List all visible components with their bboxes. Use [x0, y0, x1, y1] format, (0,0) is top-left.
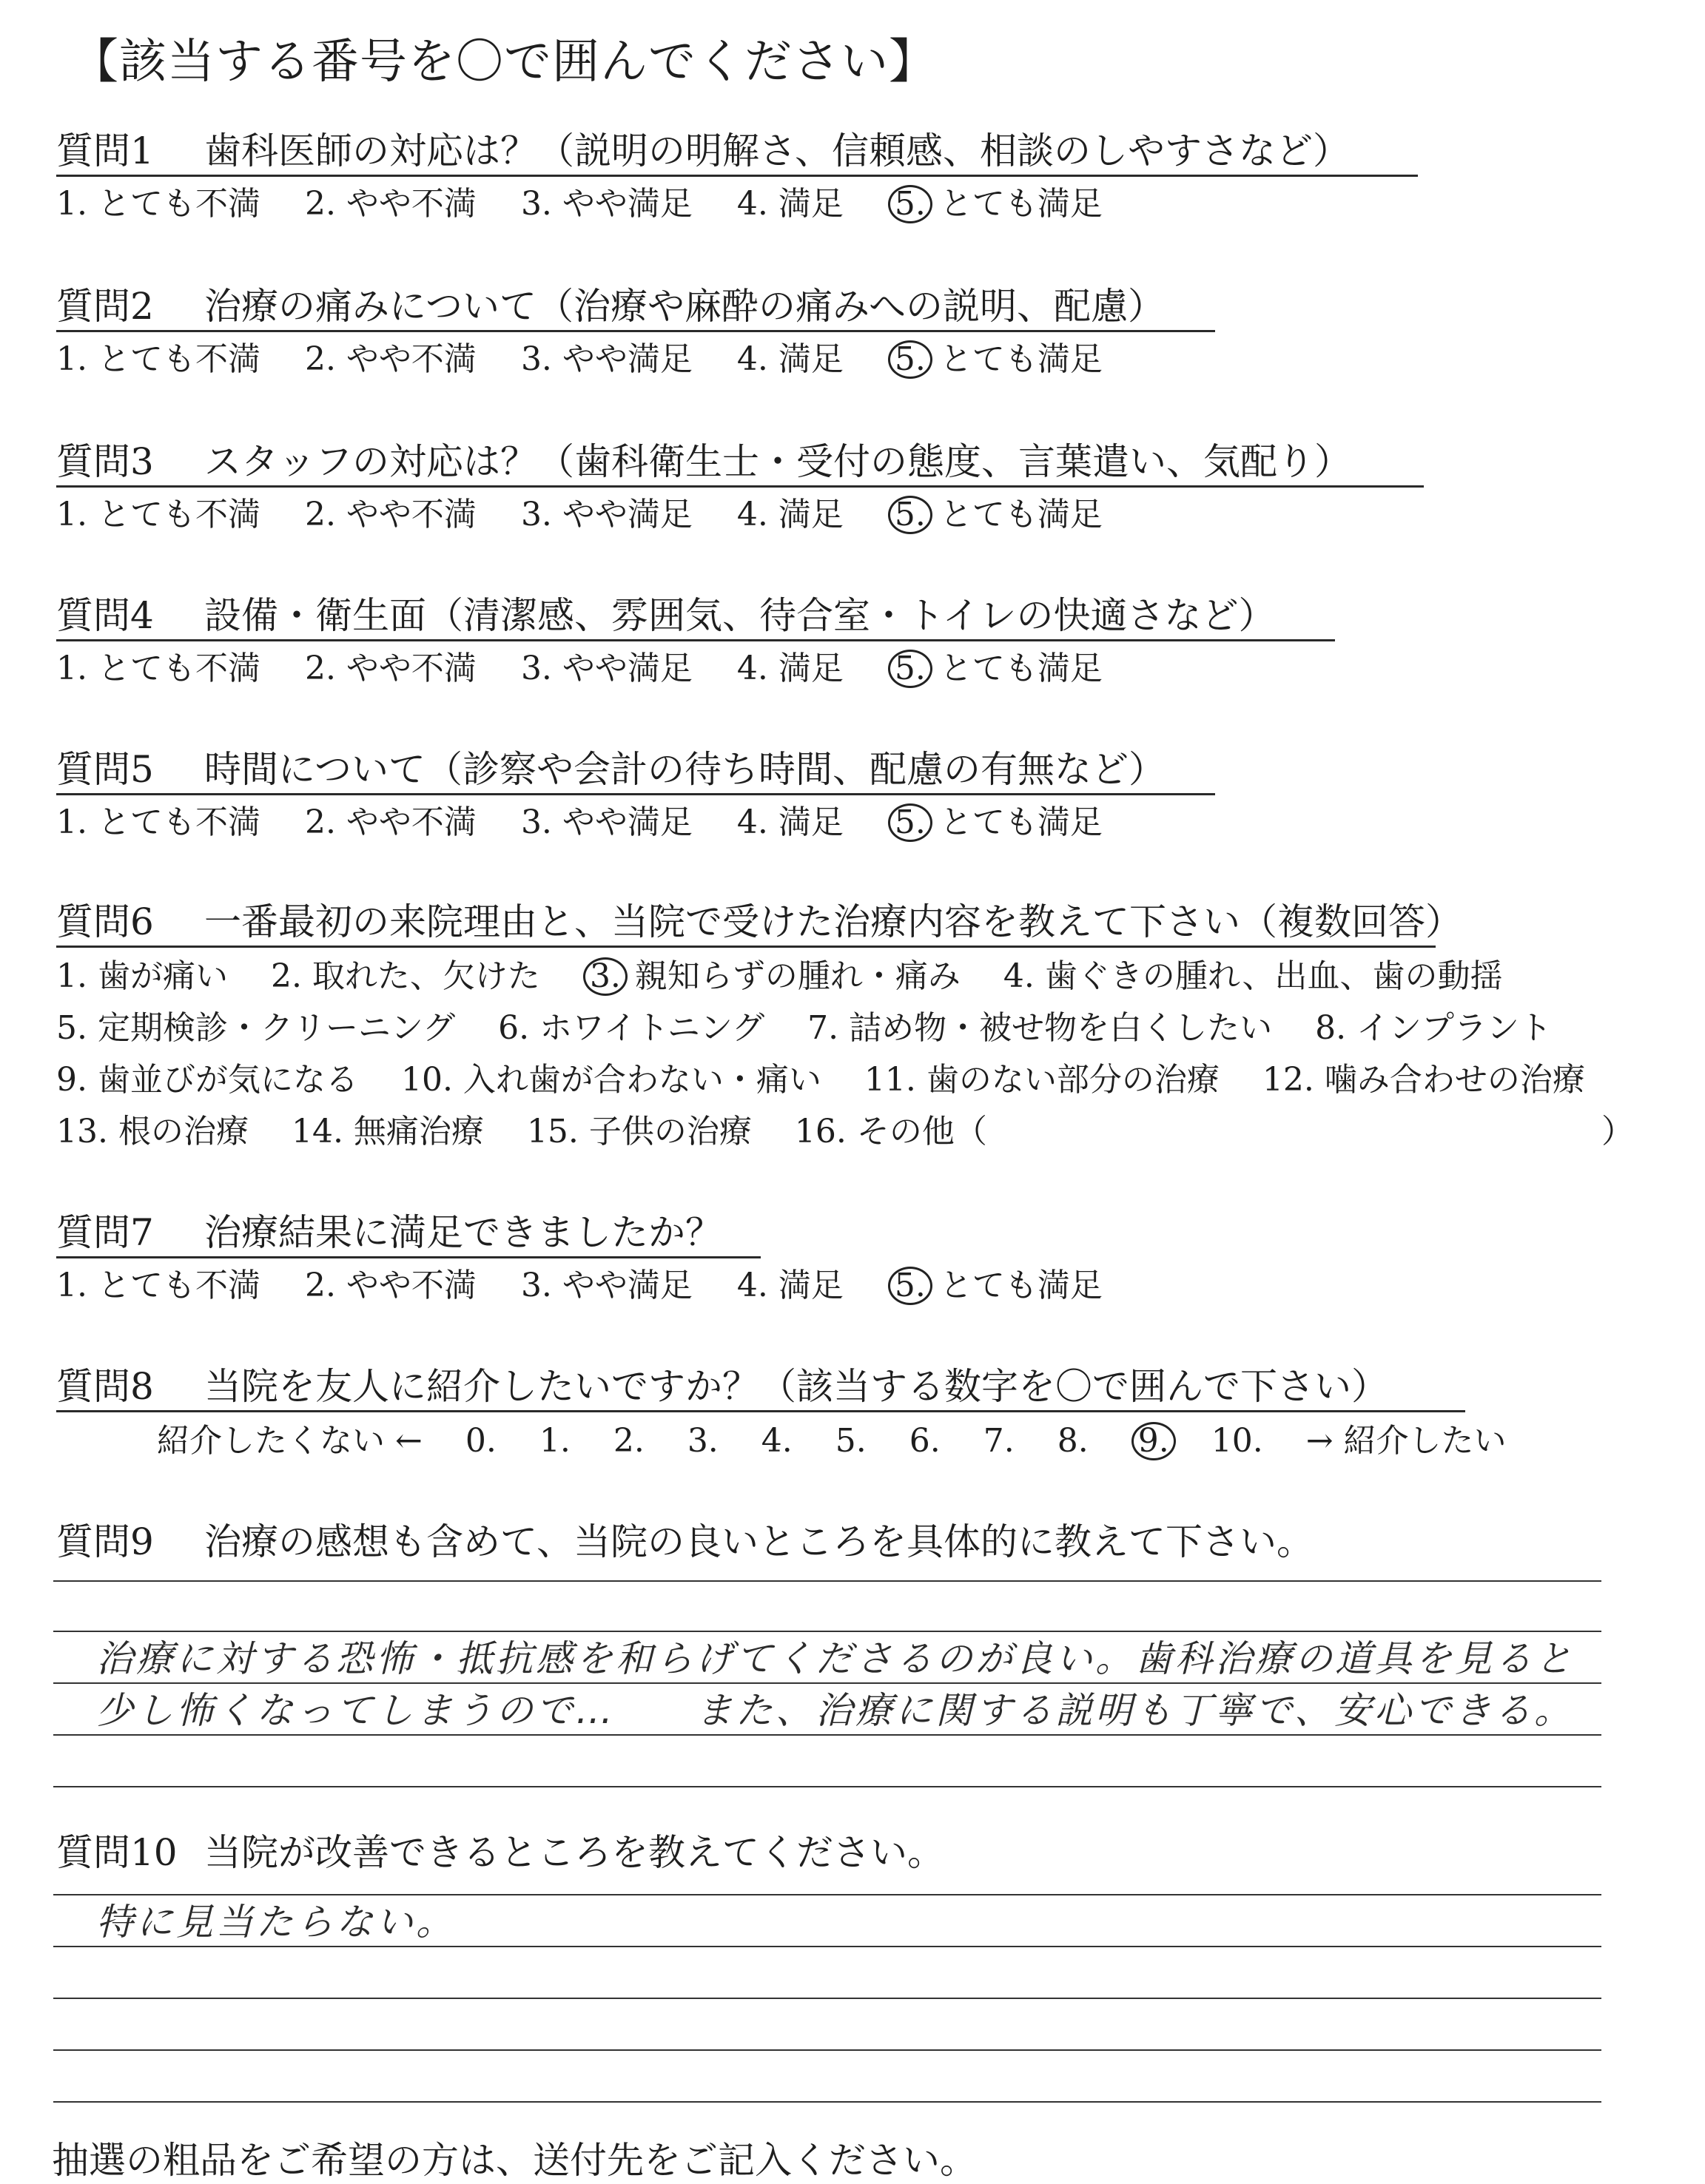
question-2 [56, 283, 1165, 330]
scale-5[interactable]: 5. [835, 1422, 867, 1460]
option-10[interactable]: 10. 入れ歯が合わない・痛い [400, 1061, 821, 1099]
option-5-label: とても満足 [939, 803, 1103, 841]
option-3[interactable]: 3. やや満足 [520, 1267, 693, 1304]
scale-8[interactable]: 8. [1057, 1422, 1089, 1460]
option-2[interactable]: 2. やや不満 [304, 803, 477, 841]
question-number: 質問2 [56, 285, 154, 328]
option-5-label: とても満足 [939, 650, 1103, 687]
option-5[interactable]: 5. 定期検診・クリーニング [56, 1009, 456, 1047]
option-5-label: とても満足 [939, 496, 1103, 533]
option-4[interactable]: 4. 満足 [736, 185, 844, 223]
answer-line [53, 2101, 1601, 2103]
option-4[interactable]: 4. 満足 [736, 803, 844, 841]
q10-answer-line-1[interactable]: 特に見当たらない。 [96, 1901, 456, 1944]
q1-options [56, 183, 1103, 225]
scale-0[interactable]: 0. [465, 1422, 497, 1460]
question-text: 治療の感想も含めて、当院の良いところを具体的に教えて下さい。 [204, 1520, 1314, 1563]
option-6[interactable]: 6. ホワイトニング [498, 1009, 765, 1047]
option-1[interactable]: 1. とても不満 [56, 650, 260, 687]
scale-right-label: → 紹介したい [1305, 1422, 1507, 1460]
page-title: 【該当する番号を〇で囲んでください】 [71, 35, 937, 90]
option-2[interactable]: 2. やや不満 [304, 340, 477, 378]
option-1[interactable]: 1. とても不満 [56, 185, 260, 223]
question-text: 当院が改善できるところを教えてください。 [204, 1831, 944, 1874]
scale-10[interactable]: 10. [1211, 1422, 1263, 1460]
option-5-circled[interactable]: 5. [888, 650, 932, 688]
option-9[interactable]: 9. 歯並びが気になる [56, 1061, 358, 1099]
option-14[interactable]: 14. 無痛治療 [291, 1113, 484, 1150]
question-1 [56, 127, 1350, 175]
question-number: 質問9 [56, 1520, 154, 1563]
question-text: 当院を友人に紹介したいですか？（該当する数字を〇で囲んで下さい） [204, 1365, 1388, 1408]
question-6 [56, 898, 1462, 946]
option-4[interactable]: 4. 満足 [736, 650, 844, 687]
question-text: 治療結果に満足できましたか？ [204, 1211, 722, 1254]
answer-line [53, 2049, 1601, 2051]
option-5-circled[interactable]: 5. [888, 496, 932, 534]
option-4[interactable]: 4. 満足 [736, 1267, 844, 1304]
option-1[interactable]: 1. とても不満 [56, 1267, 260, 1304]
option-15[interactable]: 15. 子供の治療 [526, 1113, 752, 1150]
question-underline [56, 1410, 1465, 1412]
option-5-circled[interactable]: 5. [888, 1267, 932, 1305]
scale-left-label: 紹介したくない ← [157, 1422, 423, 1460]
scale-6[interactable]: 6. [909, 1422, 941, 1460]
q9-answer-line-2[interactable]: 少し怖くなってしまうので… また、治療に関する説明も丁寧で、安心できる。 [96, 1689, 1574, 1732]
answer-line [53, 1894, 1601, 1895]
question-text: 設備・衛生面（清潔感、雰囲気、待合室・トイレの快適さなど） [204, 594, 1276, 637]
answer-line [53, 1998, 1601, 1999]
answer-line [53, 1580, 1601, 1582]
question-number: 質問8 [56, 1365, 154, 1408]
option-7[interactable]: 7. 詰め物・被せ物を白くしたい [807, 1009, 1273, 1047]
question-3 [56, 438, 1351, 485]
answer-line [53, 1946, 1601, 1947]
question-number: 質問3 [56, 440, 154, 483]
option-3-label: 親知らずの腫れ・痛み [634, 957, 961, 995]
option-1[interactable]: 1. とても不満 [56, 496, 260, 533]
answer-line [53, 1786, 1601, 1787]
question-9 [56, 1518, 1314, 1565]
q2-options [56, 339, 1103, 380]
option-3[interactable]: 3. やや満足 [520, 496, 693, 533]
option-3[interactable]: 3. やや満足 [520, 650, 693, 687]
question-8 [56, 1363, 1388, 1410]
q3-options [56, 494, 1103, 536]
scale-4[interactable]: 4. [761, 1422, 793, 1460]
scale-9-circled[interactable]: 9. [1131, 1422, 1176, 1460]
answer-line [53, 1682, 1601, 1684]
question-5 [56, 746, 1166, 793]
question-underline [56, 330, 1215, 332]
option-2[interactable]: 2. やや不満 [304, 1267, 477, 1304]
q4-options [56, 648, 1103, 690]
option-1[interactable]: 1. 歯が痛い [56, 957, 228, 995]
answer-line [53, 1734, 1601, 1736]
option-2[interactable]: 2. やや不満 [304, 650, 477, 687]
question-text: 治療の痛みについて（治療や麻酔の痛みへの説明、配慮） [204, 285, 1165, 328]
option-1[interactable]: 1. とても不満 [56, 803, 260, 841]
option-11[interactable]: 11. 歯のない部分の治療 [864, 1061, 1220, 1099]
question-underline [56, 485, 1424, 488]
question-text: 時間について（診察や会計の待ち時間、配慮の有無など） [204, 748, 1166, 791]
option-3[interactable]: 3. やや満足 [520, 340, 693, 378]
option-2[interactable]: 2. やや不満 [304, 185, 477, 223]
option-2[interactable]: 2. 取れた、欠けた [270, 957, 540, 995]
question-number: 質問1 [56, 129, 154, 172]
option-3-circled[interactable]: 3. [583, 957, 628, 996]
question-underline [56, 793, 1215, 795]
q6-options-row-1 [56, 956, 1536, 997]
question-10 [56, 1829, 944, 1876]
footer-text: 抽選の粗品をご希望の方は、送付先をご記入ください。 [52, 2139, 977, 2182]
question-number: 質問10 [56, 1831, 178, 1874]
q9-answer-line-1[interactable]: 治療に対する恐怖・抵抗感を和らげてくださるのが良い。歯科治療の道具を見ると [96, 1637, 1575, 1680]
question-underline [56, 946, 1436, 948]
question-underline [56, 175, 1418, 177]
question-underline [56, 1256, 761, 1258]
option-3[interactable]: 3. やや満足 [520, 803, 693, 841]
question-number: 質問7 [56, 1211, 154, 1254]
option-2[interactable]: 2. やや不満 [304, 496, 477, 533]
q7-options [56, 1265, 1103, 1307]
question-number: 質問4 [56, 594, 154, 637]
option-1[interactable]: 1. とても不満 [56, 340, 260, 378]
scale-7[interactable]: 7. [983, 1422, 1015, 1460]
q6-options-row-2 [56, 1008, 1584, 1049]
option-5-label: とても満足 [939, 340, 1103, 378]
scale-1[interactable]: 1. [539, 1422, 571, 1460]
option-13[interactable]: 13. 根の治療 [56, 1113, 249, 1150]
option-5-label: とても満足 [939, 1267, 1103, 1304]
option-8[interactable]: 8. インプラント [1315, 1009, 1553, 1047]
question-number: 質問5 [56, 748, 154, 791]
option-3[interactable]: 3. やや満足 [520, 185, 693, 223]
option-4[interactable]: 4. 満足 [736, 496, 844, 533]
q6-options-row-4 [56, 1111, 987, 1153]
question-text: スタッフの対応は？（歯科衛生士・受付の態度、言葉遣い、気配り） [204, 440, 1351, 483]
recommend-scale [157, 1420, 1539, 1462]
option-16[interactable]: 16. その他（ [794, 1113, 987, 1150]
option-4[interactable]: 4. 歯ぐきの腫れ、出血、歯の動揺 [1003, 957, 1503, 995]
question-7 [56, 1209, 722, 1256]
answer-line [53, 1631, 1601, 1632]
q6-options-row-3 [56, 1059, 1618, 1101]
option-12[interactable]: 12. 噛み合わせの治療 [1262, 1061, 1585, 1099]
scale-3[interactable]: 3. [687, 1422, 719, 1460]
question-4 [56, 592, 1276, 639]
question-text: 一番最初の来院理由と、当院で受けた治療内容を教えて下さい（複数回答） [204, 900, 1462, 943]
question-text: 歯科医師の対応は？（説明の明解さ、信頼感、相談のしやすさなど） [204, 129, 1350, 172]
option-5-label: とても満足 [939, 185, 1103, 223]
option-16-close-paren: ） [1601, 1113, 1634, 1150]
option-5-circled[interactable]: 5. [888, 803, 932, 842]
option-5-circled[interactable]: 5. [888, 185, 932, 223]
q5-options [56, 802, 1103, 843]
scale-2[interactable]: 2. [613, 1422, 645, 1460]
option-5-circled[interactable]: 5. [888, 340, 932, 379]
question-underline [56, 639, 1335, 641]
option-4[interactable]: 4. 満足 [736, 340, 844, 378]
question-number: 質問6 [56, 900, 154, 943]
